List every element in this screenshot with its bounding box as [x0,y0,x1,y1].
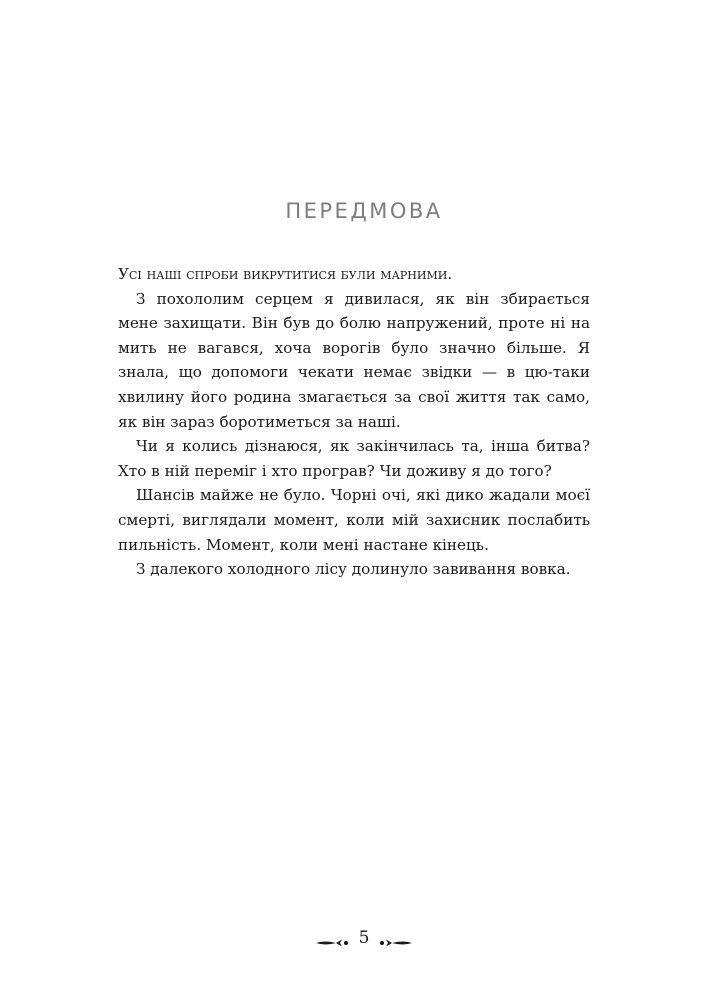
paragraph-2: З похололим серцем я дивилася, як він збирається мене захищати. Він був до болю напружений, проте ні на мить не вагався, хоча ворогів було значно більше. Я знала, що допомоги чекати немає звідки — в цю-таки хвилину його родина змагається за свої життя так само, як він зараз боротиметься за наші. [118,289,590,431]
chapter-title: ПЕРЕДМОВА [285,199,443,223]
lead-in-text: Усі наші спроби викрутитися були марними. [118,265,453,283]
body-text [118,262,590,582]
page-footer [0,928,728,948]
paragraph-3: Чи я колись дізнаюся, як закінчилась та, інша битва? Хто в ній переміг і хто програв? Чи доживу я до того? [118,437,590,480]
ornament-left-icon [316,933,350,943]
paragraph-4: Шансів майже не було. Чорні очі, які дико жадали моєї смерті, виглядали момент, коли мій захисник послабить пильність. Момент, коли мені настане кінець. [118,486,590,554]
ornament-right-icon [378,933,412,943]
paragraph-5: З далекого холодного лісу долинуло завивання вовка. [136,560,571,579]
paragraph-1 [118,262,590,287]
page-number: 5 [358,928,370,948]
